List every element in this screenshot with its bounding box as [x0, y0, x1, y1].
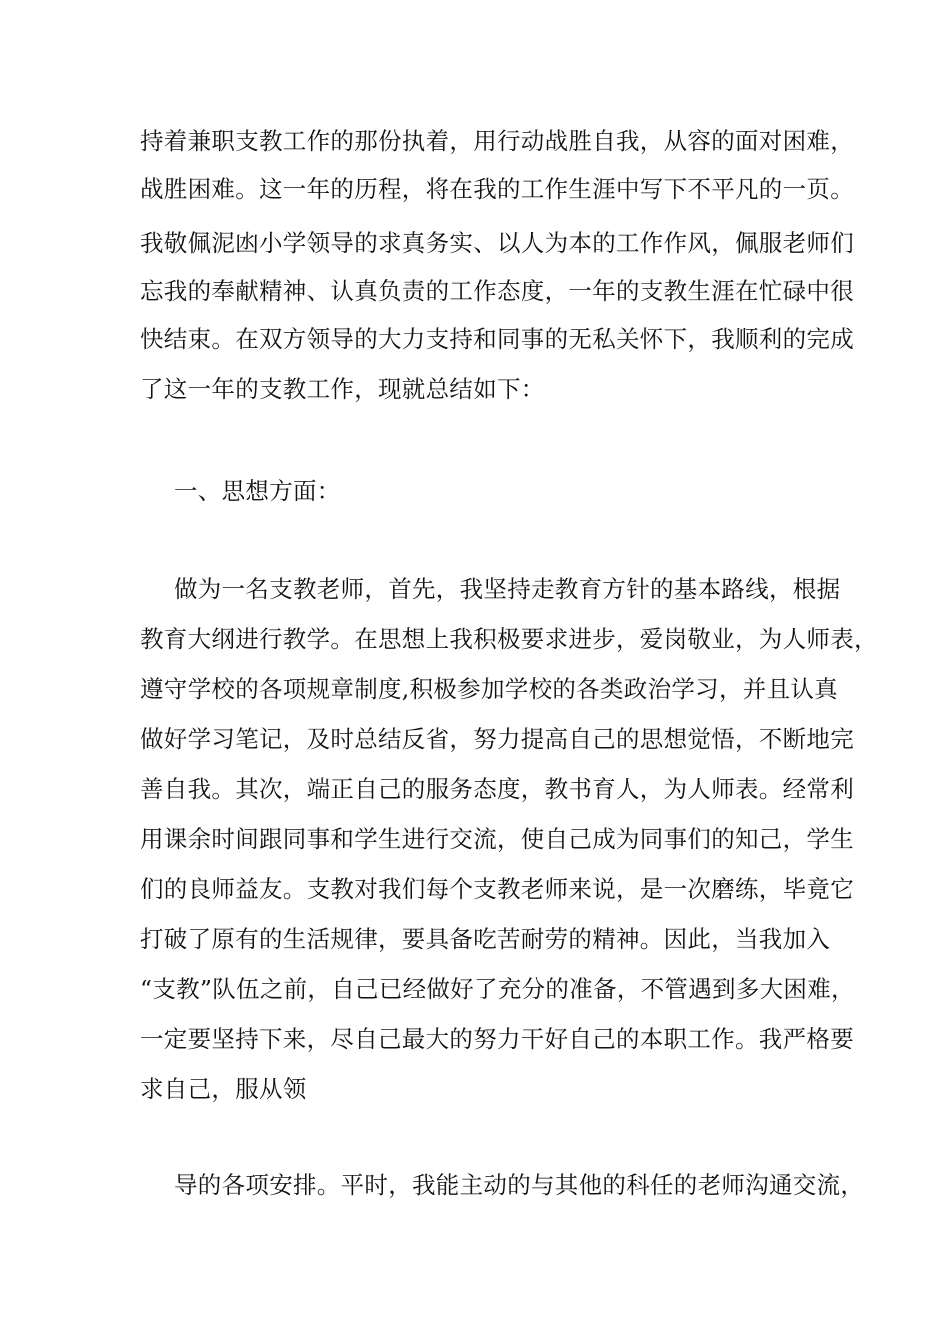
intro-line-1: 持着兼职支教工作的那份执着，用行动战胜自我，从容的面对困难，	[140, 127, 854, 155]
body-line-10: 一定要坚持下来，尽自己最大的努力干好自己的本职工作。我严格要	[140, 1025, 854, 1053]
intro-line-3: 我敬佩泥凼小学领导的求真务实、以人为本的工作作风，佩服老师们	[140, 229, 854, 257]
intro-line-6: 了这一年的支教工作，现就总结如下：	[140, 375, 545, 403]
section-heading: 一、思想方面：	[174, 477, 341, 505]
body-line-5: 善自我。其次，端正自己的服务态度，教书育人，为人师表。经常利	[140, 775, 854, 803]
body-line-1: 做为一名支教老师，首先，我坚持走教育方针的基本路线，根据	[174, 575, 841, 603]
body-line-4: 做好学习笔记，及时总结反省，努力提高自己的思想觉悟，不断地完	[140, 725, 854, 753]
body-line-6: 用课余时间跟同事和学生进行交流，使自己成为同事们的知己，学生	[140, 825, 854, 853]
continuation-line: 导的各项安排。平时，我能主动的与其他的科任的老师沟通交流，	[174, 1171, 865, 1199]
body-line-2: 教育大纲进行教学。在思想上我积极要求进步，爱岗敬业，为人师表，	[140, 625, 878, 653]
body-line-9: “支教”队伍之前，自己已经做好了充分的准备，不管遇到多大困难，	[140, 975, 855, 1003]
body-line-3: 遵守学校的各项规章制度,积极参加学校的各类政治学习，并且认真	[140, 675, 838, 703]
body-line-11: 求自己，服从领	[140, 1075, 307, 1103]
body-line-7: 们的良师益友。支教对我们每个支教老师来说，是一次磨练，毕竟它	[140, 875, 854, 903]
intro-line-5: 快结束。在双方领导的大力支持和同事的无私关怀下，我顺利的完成	[140, 325, 854, 353]
body-line-8: 打破了原有的生活规律，要具备吃苦耐劳的精神。因此，当我加入	[140, 925, 831, 953]
intro-line-4: 忘我的奉献精神、认真负责的工作态度，一年的支教生涯在忙碌中很	[140, 277, 854, 305]
intro-line-2: 战胜困难。这一年的历程，将在我的工作生涯中写下不平凡的一页。	[140, 175, 854, 203]
